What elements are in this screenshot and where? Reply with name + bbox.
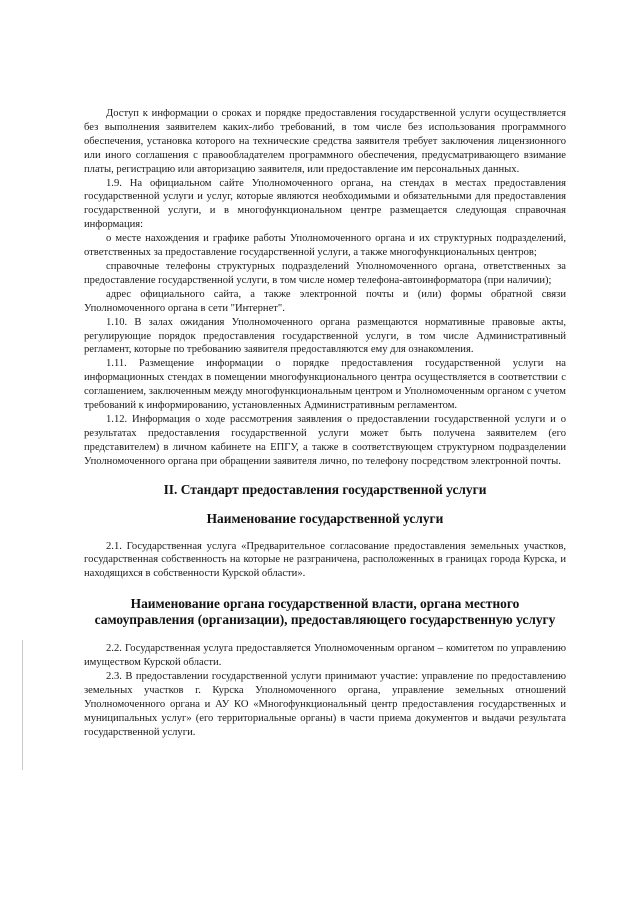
paragraph-website: адрес официального сайта, а также электронной почты и (или) формы обратной связи Уполномоченного органа в сети "Интернет". (84, 288, 566, 314)
document-body (84, 107, 566, 740)
paragraph-1-10: 1.10. В залах ожидания Уполномоченного органа размещаются нормативные правовые акты, регулирующие порядок предоставления государственной услуги, в том числе Административный регламент, которые по требованию заявителя предоставляются ему для ознакомления. (84, 316, 566, 356)
paragraph-location-schedule: о месте нахождения и графике работы Уполномоченного органа и их структурных подразделений, ответственных за предоставление государственной услуги, а также многофункциональных центров; (84, 233, 566, 259)
paragraph-access-info: Доступ к информации о сроках и порядке предоставления государственной услуги осуществляется без выполнения заявителем каких-либо требований, в том числе без использования программного обеспечения, установка которого на технические средства заявителя требует заключения лицензионного или иного соглашения с правообладателем программного обеспечения, предусматривающего взимание платы, регистрацию или авторизацию заявителя, или предоставление им персональных данных. (84, 108, 566, 175)
scan-edge-mark (22, 640, 23, 770)
paragraph-2-1: 2.1. Государственная услуга «Предварительное согласование предоставления земельных участков, государственная собственность на которые не разграничена, расположенных в границах города Курска, и находящихся в собственности Курской области». (84, 540, 566, 580)
paragraph-phones: справочные телефоны структурных подразделений Уполномоченного органа, ответственных за предоставление государственной услуги, в том числе номер телефона-автоинформатора (при наличии); (84, 260, 566, 286)
section-heading-standard: II. Стандарт предоставления государственной услуги (163, 481, 487, 497)
paragraph-1-9: 1.9. На официальном сайте Уполномоченного органа, на стендах в местах предоставления государственной услуги и услуг, которые являются необходимыми и обязательными для предоставления государственной услуги, и в многофункциональном центре размещается следующая справочная информация: (84, 177, 566, 231)
subheading-service-name: Наименование государственной услуги (206, 510, 444, 526)
paragraph-2-2: 2.2. Государственная услуга предоставляется Уполномоченным органом – комитетом по управлению имуществом Курской области. (84, 643, 566, 669)
paragraph-1-11: 1.11. Размещение информации о порядке предоставления государственной услуги на информационных стендах в помещении многофункционального центра осуществляется в соответствии с соглашением, заключенным между многофункциональным центром и Уполномоченным органом с учетом требований к информированию, установленных Административным регламентом. (84, 358, 566, 412)
subheading-providing-organ: Наименование органа государственной власти, органа местного самоуправления (организации), предоставляющего государственную услугу (94, 596, 556, 628)
paragraph-1-12: 1.12. Информация о ходе рассмотрения заявления о предоставлении государственной услуги и о результатах предоставления государственной услуги может быть получена заявителем (его представителем) в личном кабинете на ЕПГУ, а также в соответствующем структурном подразделении Уполномоченного органа при обращении заявителя лично, по телефону посредством электронной почты. (84, 413, 566, 467)
paragraph-2-3: 2.3. В предоставлении государственной услуги принимают участие: управление по предоставлению земельных участков г. Курска Уполномоченного органа, управление земельных отношений Уполномоченного органа и АУ КО «Многофункциональный центр предоставления государственных и муниципальных услуг» (его территориальные органы) в части приема документов и выдачи результата государственной услуги. (84, 671, 566, 738)
